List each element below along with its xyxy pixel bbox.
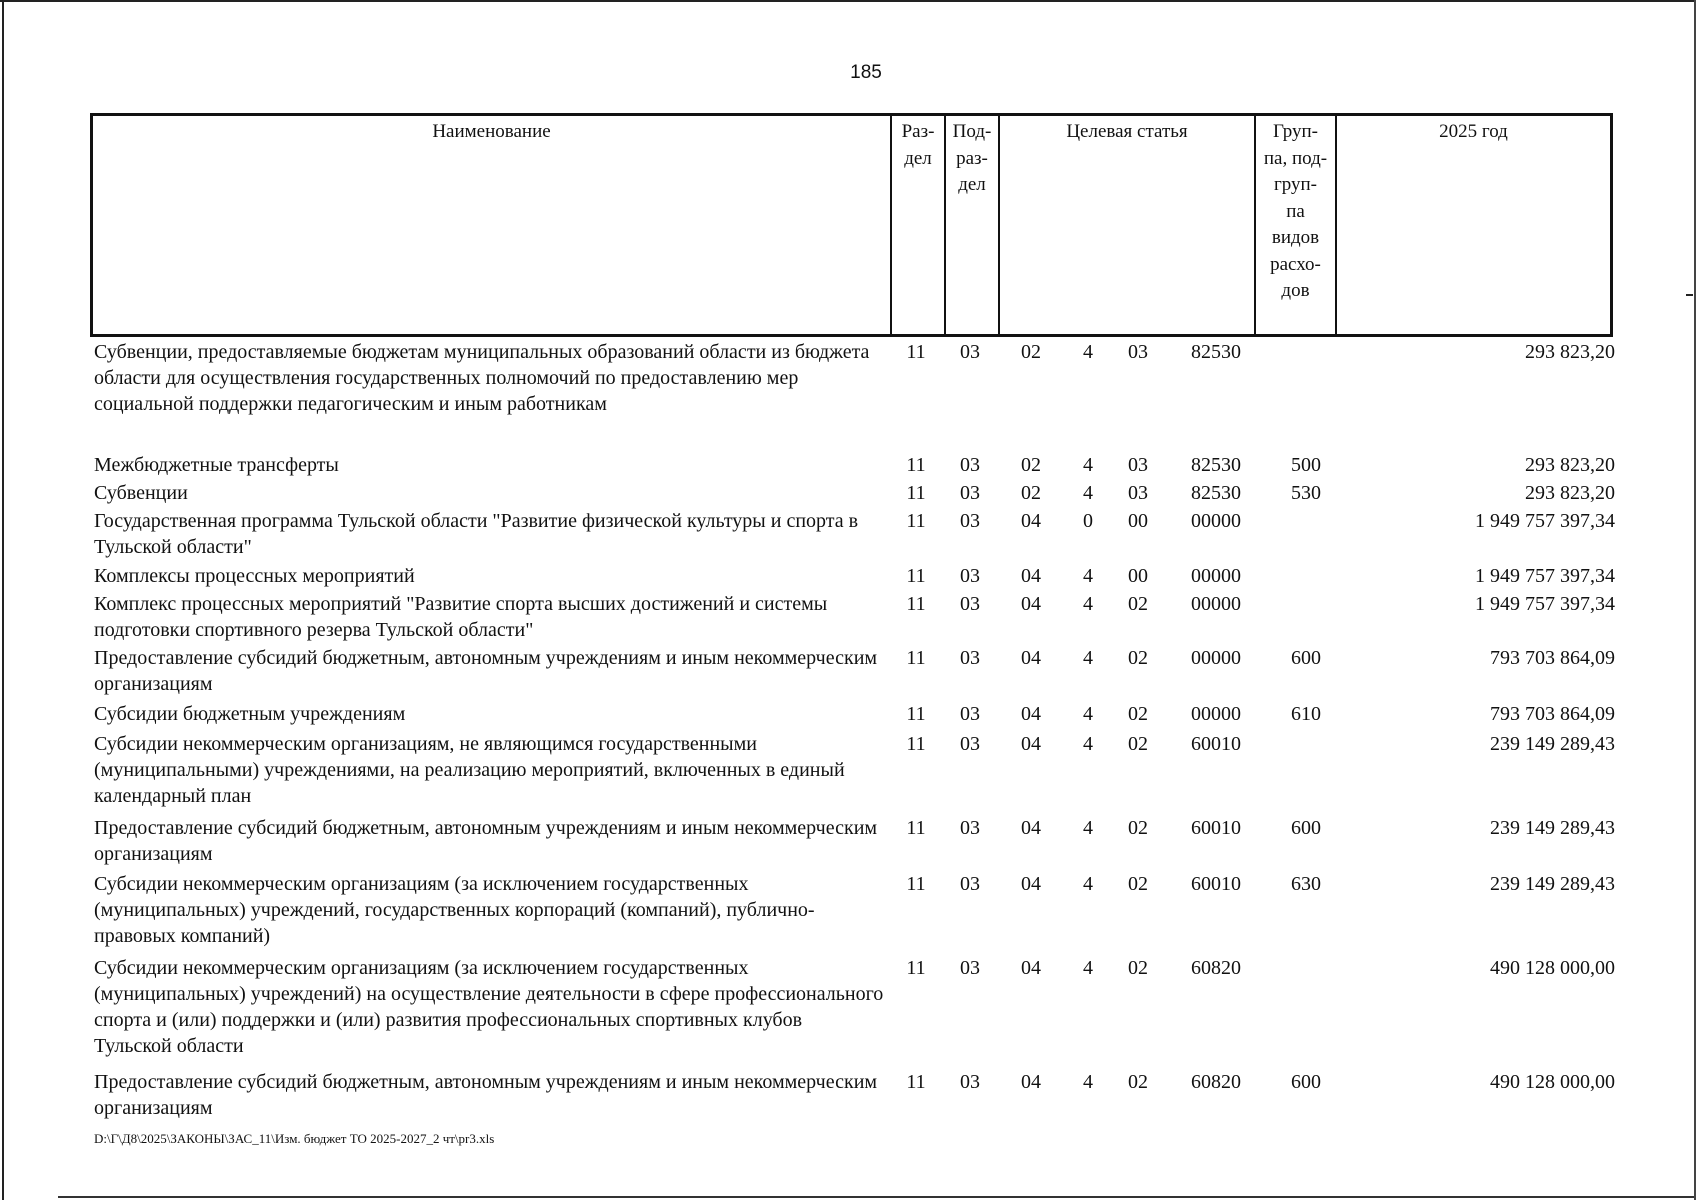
header-year-label: 2025 год xyxy=(1439,121,1508,142)
row-target-direction: 00000 xyxy=(1191,593,1241,615)
row-target-element: 00 xyxy=(1128,510,1148,532)
row-target-type: 4 xyxy=(1083,703,1093,725)
header-podrazdel xyxy=(944,116,998,334)
row-target-type: 4 xyxy=(1083,873,1093,895)
page-frame-left xyxy=(2,0,4,1200)
row-target-direction: 82530 xyxy=(1191,341,1241,363)
header-podrazdel-line: раз- xyxy=(956,147,988,169)
row-amount: 293 823,20 xyxy=(1525,482,1615,504)
row-group: 530 xyxy=(1291,482,1321,504)
row-target-type: 4 xyxy=(1083,482,1093,504)
row-podrazdel: 03 xyxy=(960,593,980,615)
margin-mark xyxy=(1686,294,1693,296)
header-year xyxy=(1335,116,1610,334)
row-target-program: 04 xyxy=(1021,817,1041,839)
header-group-line: груп- xyxy=(1273,174,1318,195)
row-target-element: 02 xyxy=(1128,647,1148,669)
row-group: 600 xyxy=(1291,817,1321,839)
row-amount: 490 128 000,00 xyxy=(1490,957,1615,979)
table-header xyxy=(90,113,1613,337)
row-target-direction: 00000 xyxy=(1191,510,1241,532)
row-name: Субсидии некоммерческим организациям (за исключением государственных (муниципальных) учреждений) на осуществление деятельности в сфере профессионального спорта и (или) поддержки и (или) развития профессиональных спортивных клубов Тульской области xyxy=(94,957,884,1057)
row-podrazdel: 03 xyxy=(960,817,980,839)
row-razdel: 11 xyxy=(906,817,926,839)
file-path-footer: D:\Г\Д8\2025\ЗАКОНЫ\ЗАС_11\Изм. бюджет ТО 2025-2027_2 чт\pr3.xls xyxy=(94,1131,495,1146)
row-target-direction: 60010 xyxy=(1191,817,1241,839)
header-group-line: па xyxy=(1286,200,1305,222)
row-target-element: 03 xyxy=(1128,341,1148,363)
row-group: 600 xyxy=(1291,1071,1321,1093)
row-name: Комплекс процессных мероприятий "Развитие спорта высших достижений и системы подготовки спортивного резерва Тульской области" xyxy=(94,593,828,641)
page-frame-bottom xyxy=(58,1196,1694,1198)
row-name: Субсидии некоммерческим организациям, не являющимся государственными (муниципальными) учреждениями, на реализацию мероприятий, включенных в единый календарный план xyxy=(94,733,845,807)
header-target xyxy=(998,116,1254,334)
row-podrazdel: 03 xyxy=(960,341,980,363)
row-target-direction: 82530 xyxy=(1191,482,1241,504)
row-target-element: 03 xyxy=(1128,454,1148,476)
row-razdel: 11 xyxy=(906,733,926,755)
header-name xyxy=(93,116,890,334)
row-amount: 1 949 757 397,34 xyxy=(1475,593,1615,615)
row-target-element: 02 xyxy=(1128,593,1148,615)
row-target-program: 04 xyxy=(1021,873,1041,895)
row-target-direction: 00000 xyxy=(1191,647,1241,669)
row-razdel: 11 xyxy=(906,454,926,476)
row-target-program: 04 xyxy=(1021,703,1041,725)
row-amount: 239 149 289,43 xyxy=(1490,733,1615,755)
row-razdel: 11 xyxy=(906,341,926,363)
row-target-program: 04 xyxy=(1021,647,1041,669)
row-target-program: 02 xyxy=(1021,341,1041,363)
header-group xyxy=(1254,116,1335,334)
row-name: Предоставление субсидий бюджетным, автономным учреждениям и иным некоммерческим организациям xyxy=(94,817,878,865)
row-razdel: 11 xyxy=(906,510,926,532)
header-razdel-line: дел xyxy=(904,147,932,169)
row-target-program: 04 xyxy=(1021,510,1041,532)
row-target-direction: 60010 xyxy=(1191,873,1241,895)
row-amount: 293 823,20 xyxy=(1525,341,1615,363)
header-group-line: па, под- xyxy=(1263,147,1328,169)
row-name: Государственная программа Тульской области "Развитие физической культуры и спорта в Тульской области" xyxy=(94,510,859,558)
row-name: Предоставление субсидий бюджетным, автономным учреждениям и иным некоммерческим организациям xyxy=(94,1071,878,1119)
row-razdel: 11 xyxy=(906,593,926,615)
header-razdel xyxy=(890,116,944,334)
row-amount: 490 128 000,00 xyxy=(1490,1071,1615,1093)
row-target-type: 4 xyxy=(1083,593,1093,615)
row-amount: 239 149 289,43 xyxy=(1490,817,1615,839)
row-podrazdel: 03 xyxy=(960,565,980,587)
row-target-element: 02 xyxy=(1128,957,1148,979)
row-target-program: 02 xyxy=(1021,454,1041,476)
row-target-element: 02 xyxy=(1128,1071,1148,1093)
row-target-direction: 60820 xyxy=(1191,1071,1241,1093)
row-target-element: 00 xyxy=(1128,565,1148,587)
row-name: Комплексы процессных мероприятий xyxy=(94,565,415,587)
row-group: 500 xyxy=(1291,454,1321,476)
row-target-program: 04 xyxy=(1021,593,1041,615)
row-name: Межбюджетные трансферты xyxy=(94,454,339,476)
row-group: 600 xyxy=(1291,647,1321,669)
header-group-line: Груп- xyxy=(1272,121,1319,142)
row-podrazdel: 03 xyxy=(960,510,980,532)
row-target-element: 02 xyxy=(1128,873,1148,895)
row-razdel: 11 xyxy=(906,957,926,979)
row-podrazdel: 03 xyxy=(960,1071,980,1093)
row-group: 630 xyxy=(1291,873,1321,895)
row-target-program: 04 xyxy=(1021,957,1041,979)
row-target-type: 0 xyxy=(1083,510,1093,532)
row-razdel: 11 xyxy=(906,873,926,895)
row-name: Субсидии некоммерческим организациям (за исключением государственных (муниципальных) учреждений, государственных корпораций (компаний), публично-правовых компаний) xyxy=(94,873,815,947)
row-target-direction: 00000 xyxy=(1191,703,1241,725)
row-target-type: 4 xyxy=(1083,341,1093,363)
row-target-type: 4 xyxy=(1083,454,1093,476)
row-podrazdel: 03 xyxy=(960,454,980,476)
row-target-program: 04 xyxy=(1021,733,1041,755)
header-podrazdel-line: Под- xyxy=(952,121,992,142)
row-name: Субвенции, предоставляемые бюджетам муниципальных образований области из бюджета области для осуществления государственных полномочий по предоставлению мер социальной поддержки педагогическим и иным работникам xyxy=(94,341,870,415)
row-target-direction: 60820 xyxy=(1191,957,1241,979)
header-podrazdel-line: дел xyxy=(958,174,986,195)
row-target-type: 4 xyxy=(1083,565,1093,587)
header-target-label: Целевая статья xyxy=(1066,121,1188,142)
row-target-direction: 00000 xyxy=(1191,565,1241,587)
row-name: Предоставление субсидий бюджетным, автономным учреждениям и иным некоммерческим организациям xyxy=(94,647,878,695)
row-target-direction: 60010 xyxy=(1191,733,1241,755)
row-podrazdel: 03 xyxy=(960,873,980,895)
row-target-program: 02 xyxy=(1021,482,1041,504)
row-podrazdel: 03 xyxy=(960,647,980,669)
page-frame-top xyxy=(0,0,1696,2)
header-group-line: расхо- xyxy=(1270,253,1321,275)
row-amount: 1 949 757 397,34 xyxy=(1475,510,1615,532)
row-amount: 239 149 289,43 xyxy=(1490,873,1615,895)
row-razdel: 11 xyxy=(906,703,926,725)
row-amount: 793 703 864,09 xyxy=(1490,647,1615,669)
row-target-type: 4 xyxy=(1083,1071,1093,1093)
row-target-type: 4 xyxy=(1083,817,1093,839)
row-name: Субвенции xyxy=(94,482,188,504)
row-target-program: 04 xyxy=(1021,1071,1041,1093)
row-target-element: 02 xyxy=(1128,817,1148,839)
header-razdel-line: Раз- xyxy=(901,121,935,142)
row-razdel: 11 xyxy=(906,1071,926,1093)
row-podrazdel: 03 xyxy=(960,957,980,979)
row-podrazdel: 03 xyxy=(960,703,980,725)
header-group-line: дов xyxy=(1281,280,1310,301)
row-amount: 293 823,20 xyxy=(1525,454,1615,476)
header-name-label: Наименование xyxy=(432,121,551,142)
row-podrazdel: 03 xyxy=(960,482,980,504)
header-group-line: видов xyxy=(1271,227,1320,248)
page-number: 185 xyxy=(850,62,882,83)
row-group: 610 xyxy=(1291,703,1321,725)
row-target-element: 03 xyxy=(1128,482,1148,504)
row-amount: 1 949 757 397,34 xyxy=(1475,565,1615,587)
row-razdel: 11 xyxy=(906,482,926,504)
row-target-type: 4 xyxy=(1083,733,1093,755)
row-razdel: 11 xyxy=(906,647,926,669)
row-target-direction: 82530 xyxy=(1191,454,1241,476)
row-target-element: 02 xyxy=(1128,733,1148,755)
row-name: Субсидии бюджетным учреждениям xyxy=(94,703,406,725)
row-target-program: 04 xyxy=(1021,565,1041,587)
row-target-type: 4 xyxy=(1083,647,1093,669)
row-target-element: 02 xyxy=(1128,703,1148,725)
row-target-type: 4 xyxy=(1083,957,1093,979)
row-razdel: 11 xyxy=(906,565,926,587)
row-podrazdel: 03 xyxy=(960,733,980,755)
row-amount: 793 703 864,09 xyxy=(1490,703,1615,725)
